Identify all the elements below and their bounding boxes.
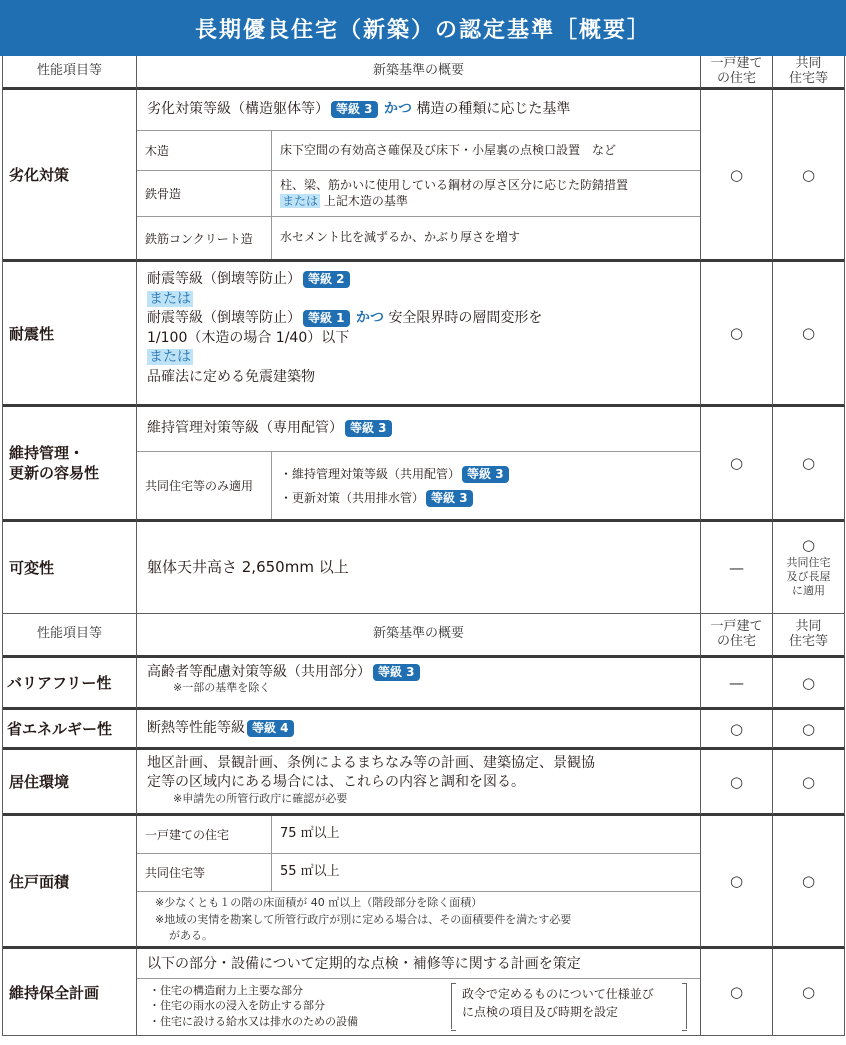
- shoene-detail: 断熱等性能等級 等級 4: [137, 710, 701, 750]
- mark-apartment: ○: [773, 262, 845, 407]
- header-item: 性能項目等: [3, 56, 137, 90]
- bracket-note: 政令で定めるものについて仕様並び に点検の項目及び時期を設定: [451, 983, 687, 1029]
- row-label-kyoju: 居住環境: [3, 750, 137, 816]
- header-apartment: 共同 住宅等: [773, 56, 845, 90]
- row-label-kahen: 可変性: [3, 522, 137, 614]
- mark-apartment: ○: [773, 90, 845, 262]
- mark-detached: ○: [701, 949, 773, 1036]
- menseki-detail: 一戸建ての住宅 75 ㎡以上 共同住宅等 55 ㎡以上 ※少なくとも１の階の床面積が 40 ㎡以上（階段部分を除く面積） ※地域の実情を勘案して所管行政庁が別に定める場合は、その面積要件を満たす必要 がある。: [137, 816, 701, 949]
- kahen-detail: 躯体天井高さ 2,650mm 以上: [137, 522, 701, 614]
- list-item: ・住宅の雨水の浸入を防止する部分: [149, 999, 325, 1013]
- mark-apartment: ○: [773, 750, 845, 816]
- mark-detached: —: [701, 522, 773, 614]
- row-label-hozen: 維持保全計画: [3, 949, 137, 1036]
- mark-apartment: ○: [773, 407, 845, 522]
- sub-label: 共同住宅等: [137, 853, 272, 891]
- rekka-detail: [137, 90, 701, 262]
- list-item: ・住宅の構造耐力上主要な部分: [149, 984, 303, 997]
- row-label-shoene: 省エネルギー性: [3, 710, 137, 750]
- header-overview: 新築基準の概要: [137, 56, 701, 90]
- sub-text: 55 ㎡以上: [272, 853, 700, 891]
- mark-detached: ○: [701, 710, 773, 750]
- sub-label: 一戸建ての住宅: [137, 816, 272, 853]
- rekka-lead: 劣化対策等級（構造躯体等） 等級 3 かつ 構造の種類に応じた基準: [147, 101, 571, 117]
- criteria-table: [2, 56, 844, 1036]
- header-item: 性能項目等: [3, 614, 137, 658]
- header-detached: 一戸建て の住宅: [701, 56, 773, 90]
- grade-badge: 等級 3: [345, 420, 392, 437]
- header-detached: 一戸建て の住宅: [701, 614, 773, 658]
- mark-apartment: ○: [773, 710, 845, 750]
- hozen-detail: 以下の部分・設備について定期的な点検・補修等に関する計画を策定 ・住宅の構造耐力上主要な部分 ・住宅の雨水の浸入を防止する部分 ・住宅に設ける給水又は排水のための設備 政令で定めるものについて仕様並び に点検の項目及び時期を設定: [137, 949, 701, 1036]
- mark-apartment: ○ 共同住宅 及び長屋 に適用: [773, 522, 845, 614]
- mark-detached: ○: [701, 90, 773, 262]
- mark-apartment: ○: [773, 816, 845, 949]
- sub-text: 床下空間の有効高さ確保及び床下・小屋裏の点検口設置 など: [272, 130, 700, 170]
- header-apartment: 共同 住宅等: [773, 614, 845, 658]
- grade-badge: 等級 3: [426, 490, 473, 507]
- kyoju-detail: 地区計画、景観計画、条例によるまちなみ等の計画、建築協定、景観協 定等の区域内にある場合には、これらの内容と調和を図る。 ※申請先の所管行政庁に確認が必要: [137, 750, 701, 816]
- sub-label: 鉄骨造: [137, 170, 272, 216]
- mark-detached: ○: [701, 816, 773, 949]
- page-title: 長期優良住宅（新築）の認定基準［概要］: [0, 0, 846, 56]
- mark-apartment: ○: [773, 949, 845, 1036]
- sub-label: 共同住宅等のみ適用: [137, 451, 272, 519]
- row-label-taishin: 耐震性: [3, 262, 137, 407]
- sub-label: 鉄筋コンクリート造: [137, 216, 272, 259]
- sub-label: 木造: [137, 130, 272, 170]
- row-label-menseki: 住戸面積: [3, 816, 137, 949]
- grade-badge: 等級 3: [462, 466, 509, 483]
- mark-detached: —: [701, 658, 773, 710]
- sub-text: 75 ㎡以上: [280, 826, 340, 842]
- row-label-iji: 維持管理・ 更新の容易性: [3, 407, 137, 522]
- mark-detached: ○: [701, 407, 773, 522]
- iji-detail: 維持管理対策等級（専用配管） 等級 3 共同住宅等のみ適用 ・維持管理対策等級（共用配管） 等級 3 ・更新対策（共用排水管） 等級 3: [137, 407, 701, 522]
- rekka-sub-table: [137, 130, 700, 259]
- row-label-rekka: 劣化対策: [3, 90, 137, 262]
- grade-badge: 等級 3: [331, 101, 378, 118]
- sub-text: 水セメント比を減ずるか、かぶり厚さを増す: [272, 216, 700, 259]
- mark-apartment: ○: [773, 658, 845, 710]
- barrier-detail: 高齢者等配慮対策等級（共用部分） 等級 3 ※一部の基準を除く: [137, 658, 701, 710]
- grade-badge: 等級 2: [303, 271, 350, 288]
- header-overview: 新築基準の概要: [137, 614, 701, 658]
- mark-detached: ○: [701, 262, 773, 407]
- mark-detached: ○: [701, 750, 773, 816]
- sub-text: 柱、梁、筋かいに使用している鋼材の厚さ区分に応じた防錆措置 または 上記木造の基準: [272, 170, 700, 216]
- row-label-barrier: バリアフリー性: [3, 658, 137, 710]
- grade-badge: 等級 4: [247, 720, 294, 737]
- taishin-detail: 耐震等級（倒壊等防止） 等級 2 または 耐震等級（倒壊等防止） 等級 1 かつ 安全限界時の層間変形を 1/100（木造の場合 1/40）以下 または 品確法に定める免震建築物: [137, 262, 701, 407]
- grade-badge: 等級 1: [303, 310, 350, 327]
- grade-badge: 等級 3: [373, 664, 420, 681]
- list-item: ・住宅に設ける給水又は排水のための設備: [149, 1014, 358, 1028]
